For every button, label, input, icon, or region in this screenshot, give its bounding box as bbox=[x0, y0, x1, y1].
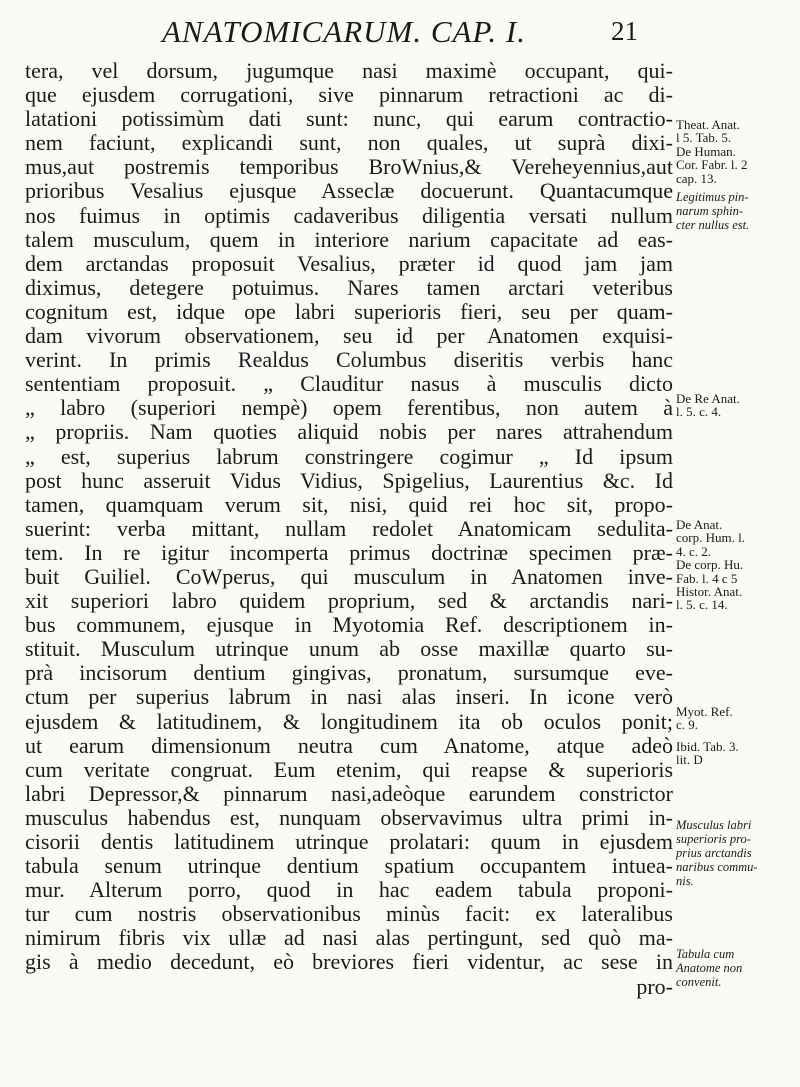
text-line: nos fuimus in optimis cadaveribus diligentia versati nullum bbox=[25, 202, 673, 228]
text-line: cisorii dentis latitudinem utrinque prolatari: quum in ejusdem bbox=[25, 829, 673, 854]
margin-note-line: Cor. Fabr. l. 2 bbox=[676, 157, 748, 173]
text-line: prioribus Vesalius ejusque Asseclæ docuerunt. Quantacumque bbox=[25, 178, 673, 204]
text-line: „ est, superius labrum constringere cogimur „ Id ipsum bbox=[25, 443, 673, 469]
text-line: „ labro (superiori nempè) opem ferentibus, non autem à bbox=[25, 395, 673, 421]
text-line: nimirum fibris vix ullæ ad nasi alas pertingunt, sed quò ma- bbox=[25, 925, 673, 951]
margin-note-line: convenit. bbox=[676, 975, 722, 989]
text-line: ctum per superius labrum in nasi alas inseri. In icone verò bbox=[25, 684, 673, 710]
margin-note-line: Ibid. Tab. 3. bbox=[676, 739, 739, 754]
text-line: ut earum dimensionum neutra cum Anatome, atque adeò bbox=[25, 732, 673, 758]
margin-note-line: c. 9. bbox=[676, 717, 699, 733]
page-number: 21 bbox=[611, 16, 638, 46]
text-line: musculus habendus est, nunquam observavimus ultra primi in- bbox=[25, 804, 673, 830]
text-line: suerint: verba mittant, nullam redolet Anatomicam sedulita- bbox=[25, 515, 673, 541]
margin-note-line: naribus commu- bbox=[676, 860, 758, 874]
margin-note-line: Myot. Ref. bbox=[676, 704, 733, 719]
text-line: tamen, quamquam verum sit, nisi, quid rei hoc sit, propo- bbox=[25, 491, 673, 517]
margin-note-de-re-anat bbox=[676, 392, 796, 419]
margin-note-line: lit. D bbox=[676, 752, 703, 768]
margin-note-line: superioris pro- bbox=[676, 832, 751, 846]
text-line: labri Depressor,& pinnarum nasi,adeòque earundem constrictor bbox=[25, 780, 673, 806]
margin-note-line: Theat. Anat. bbox=[676, 117, 740, 132]
text-line: tem. In re igitur incomperta primus doctrinæ specimen præ- bbox=[25, 539, 673, 565]
catchword: pro- bbox=[636, 973, 673, 999]
text-line: dem arctandas proposuit Vesalius, præter id quod jam jam bbox=[25, 250, 673, 276]
margin-note-myot-ref bbox=[676, 705, 796, 732]
text-line: diximus, detegere potuimus. Nares tamen arctari veteribus bbox=[25, 274, 673, 300]
margin-note-line: cap. 13. bbox=[676, 170, 717, 186]
margin-note-musculus-labri bbox=[676, 818, 796, 888]
text-line: xit superiori labro quidem proprium, sed & arctandis nari- bbox=[25, 588, 673, 614]
margin-note-line: De Anat. bbox=[676, 517, 723, 532]
text-line: bus communem, ejusque in Myotomia Ref. descriptionem in- bbox=[25, 612, 673, 638]
running-header bbox=[0, 10, 800, 54]
margin-note-line: Anatome non bbox=[676, 961, 743, 975]
text-line: dam vivorum observationem, seu id per Anatomen exquisi- bbox=[25, 323, 673, 349]
margin-note-line: l. 5. c. 14. bbox=[676, 597, 728, 613]
text-line: mur. Alterum porro, quod in hac eadem tabula proponi- bbox=[25, 877, 673, 903]
margin-note-ibid bbox=[676, 740, 796, 767]
text-line: tabula senum utrinque dentium spatium occupantem intuea- bbox=[25, 853, 673, 879]
margin-note-line: l 5. Tab. 5. bbox=[676, 130, 732, 146]
margin-note-line: l. 5. c. 4. bbox=[676, 404, 722, 420]
text-line: verint. In primis Realdus Columbus diseritis verbis hanc bbox=[25, 347, 673, 373]
margin-note-line: prius arctandis bbox=[676, 846, 752, 860]
text-line: tera, vel dorsum, jugumque nasi maximè occupant, qui- bbox=[25, 58, 673, 83]
margin-note-line: De Re Anat. bbox=[676, 391, 740, 406]
text-line: cum veritate congruat. Eum etenim, qui reapse & superioris bbox=[25, 756, 673, 782]
margin-note-line: nis. bbox=[676, 874, 694, 888]
margin-note-theat-anat bbox=[676, 118, 796, 185]
margin-note-sphincter bbox=[676, 190, 796, 232]
margin-note-tabula bbox=[676, 947, 796, 989]
main-text bbox=[25, 59, 673, 999]
margin-note-line: Histor. Anat. bbox=[676, 584, 743, 600]
text-line: que ejusdem corrugationi, sive pinnarum retractioni ac di- bbox=[25, 82, 673, 108]
margin-note-line: Fab. l. 4 c 5 bbox=[676, 570, 738, 586]
margin-note-line: corp. Hum. l. bbox=[676, 530, 745, 546]
margin-note-line: narum sphin- bbox=[676, 204, 744, 218]
text-line: mus,aut postremis temporibus BroWnius,& Vereheyennius,aut bbox=[25, 154, 673, 180]
text-line: gis à medio decedunt, eò breviores fieri videntur, ac sese in bbox=[25, 949, 673, 975]
text-line: cognitum est, idque ope labri superioris fieri, seu per quam- bbox=[25, 298, 673, 324]
text-line: latationi potissimùm dati sunt: nunc, qui earum contractio- bbox=[25, 106, 673, 132]
text-line: tur cum nostris observationibus minùs facit: ex lateralibus bbox=[25, 901, 673, 927]
text-line: post hunc asseruit Vidus Vidius, Spigelius, Laurentius &c. Id bbox=[25, 467, 673, 493]
running-title: ANATOMICARUM. CAP. I. bbox=[162, 14, 526, 49]
text-line: prà incisorum dentium gingivas, pronatum, sursumque eve- bbox=[25, 660, 673, 686]
margin-note-line: 4. c. 2. bbox=[676, 543, 712, 559]
margin-note-line: Musculus labri bbox=[676, 818, 752, 832]
text-line: buit Guiliel. CoWperus, qui musculum in Anatomen invе- bbox=[25, 563, 673, 589]
margin-note-line: De corp. Hu. bbox=[676, 557, 744, 573]
margin-note-line: Legitimus pin- bbox=[676, 190, 749, 204]
text-line: stituit. Musculum utrinque unum ab osse maxillæ quarto su- bbox=[25, 636, 673, 662]
margin-note-de-anat bbox=[676, 518, 796, 612]
text-line: talem musculum, quem in interiore narium capacitate ad eas- bbox=[25, 226, 673, 252]
text-line: nem faciunt, explicandi sunt, non quales, ut suprà dixi- bbox=[25, 130, 673, 156]
text-line: „ propriis. Nam quoties aliquid nobis per nares attrahendum bbox=[25, 419, 673, 445]
text-line: sententiam proposuit. „ Clauditur nasus à musculis dicto bbox=[25, 371, 673, 397]
margin-note-line: De Human. bbox=[676, 143, 736, 159]
margin-note-line: cter nullus est. bbox=[676, 218, 750, 232]
text-line: ejusdem & latitudinem, & longitudinem ita ob oculos ponit; bbox=[25, 708, 673, 734]
margin-note-line: Tabula cum bbox=[676, 947, 735, 961]
